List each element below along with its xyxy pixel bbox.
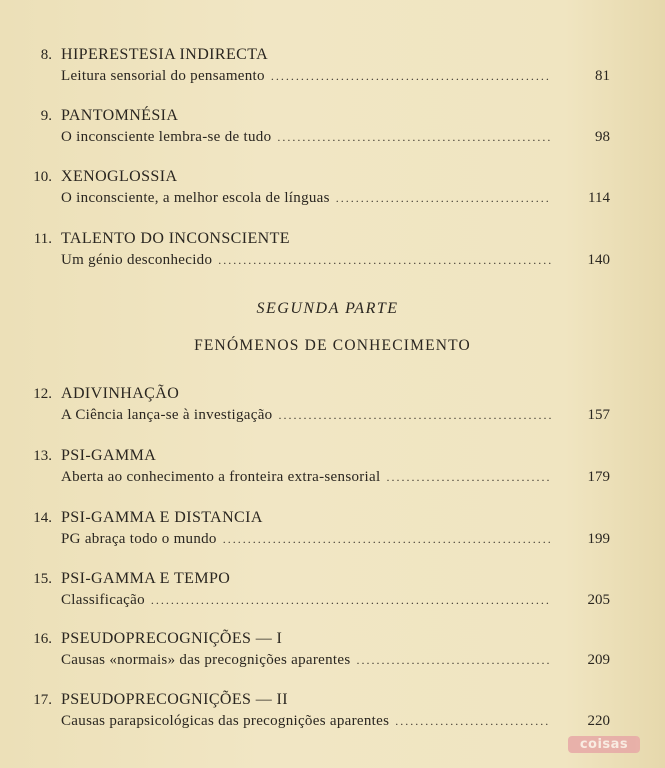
toc-entry-8 <box>0 45 665 95</box>
chapter-subtitle: Aberta ao conhecimento a fronteira extra-sensorial <box>61 469 381 485</box>
chapter-subtitle: A Ciência lança-se à investigação <box>61 407 273 423</box>
toc-entry-10 <box>0 167 665 217</box>
page-number: 220 <box>587 713 610 729</box>
chapter-title: PSI-GAMMA E TEMPO <box>61 570 231 587</box>
chapter-title: PSI-GAMMA <box>61 447 157 464</box>
page-number: 199 <box>587 531 610 547</box>
page-number: 205 <box>587 592 610 608</box>
chapter-title: PANTOMNÉSIA <box>61 107 179 124</box>
page-number: 157 <box>587 407 610 423</box>
chapter-number: 10. <box>33 169 52 185</box>
dot-leader <box>271 66 551 86</box>
chapter-subtitle-line <box>61 467 551 487</box>
dot-leader <box>218 250 551 270</box>
chapter-subtitle-line <box>61 405 551 425</box>
chapter-subtitle-line <box>61 188 551 208</box>
part-heading: SEGUNDA PARTE <box>256 300 399 317</box>
chapter-subtitle: Classificação <box>61 592 145 608</box>
dot-leader <box>278 405 551 425</box>
dot-leader <box>356 650 551 670</box>
chapter-subtitle: O inconsciente lembra-se de tudo <box>61 129 272 145</box>
chapter-subtitle: Causas «normais» das precognições aparentes <box>61 652 351 668</box>
chapter-title: XENOGLOSSIA <box>61 168 178 185</box>
chapter-subtitle: Um génio desconhecido <box>61 252 213 268</box>
chapter-number: 8. <box>40 47 52 63</box>
chapter-number: 12. <box>33 386 52 402</box>
toc-entry-17 <box>0 690 665 740</box>
chapter-number: 14. <box>33 510 52 526</box>
chapter-subtitle: O inconsciente, a melhor escola de línguas <box>61 190 330 206</box>
toc-entry-15 <box>0 569 665 619</box>
chapter-number: 13. <box>33 448 52 464</box>
chapter-subtitle-line <box>61 127 551 147</box>
chapter-title: HIPERESTESIA INDIRECTA <box>61 46 269 63</box>
chapter-subtitle-line <box>61 590 551 610</box>
chapter-subtitle-line <box>61 650 551 670</box>
toc-entry-14 <box>0 508 665 558</box>
section-heading: FENÓMENOS DE CONHECIMENTO <box>194 337 471 354</box>
page-number: 98 <box>595 129 610 145</box>
dot-leader <box>151 590 551 610</box>
chapter-subtitle: Causas parapsicológicas das precognições aparentes <box>61 713 390 729</box>
chapter-number: 16. <box>33 631 52 647</box>
chapter-number: 9. <box>40 108 52 124</box>
chapter-title: TALENTO DO INCONSCIENTE <box>61 230 290 247</box>
page-number: 81 <box>595 68 610 84</box>
chapter-subtitle-line <box>61 711 551 731</box>
chapter-subtitle: Leitura sensorial do pensamento <box>61 68 265 84</box>
toc-entry-11 <box>0 229 665 279</box>
coisas-watermark-logo: coisas <box>568 736 640 753</box>
chapter-subtitle-line <box>61 529 551 549</box>
chapter-title: PSEUDOPRECOGNIÇÕES — II <box>61 691 288 708</box>
dot-leader <box>395 711 551 731</box>
dot-leader <box>336 188 551 208</box>
page-number: 140 <box>587 252 610 268</box>
chapter-number: 17. <box>33 692 52 708</box>
chapter-subtitle-line <box>61 66 551 86</box>
toc-entry-13 <box>0 446 665 496</box>
dot-leader <box>223 529 551 549</box>
chapter-title: ADIVINHAÇÃO <box>61 385 180 402</box>
chapter-title: PSI-GAMMA E DISTANCIA <box>61 509 263 526</box>
page-number: 209 <box>587 652 610 668</box>
page-number: 114 <box>588 190 610 206</box>
chapter-number: 15. <box>33 571 52 587</box>
toc-entry-9 <box>0 106 665 156</box>
chapter-title: PSEUDOPRECOGNIÇÕES — I <box>61 630 283 647</box>
dot-leader <box>386 467 551 487</box>
dot-leader <box>277 127 551 147</box>
page-number: 179 <box>587 469 610 485</box>
chapter-subtitle: PG abraça todo o mundo <box>61 531 217 547</box>
toc-entry-16 <box>0 629 665 679</box>
toc-entry-12 <box>0 384 665 434</box>
chapter-subtitle-line <box>61 250 551 270</box>
chapter-number: 11. <box>33 231 52 247</box>
